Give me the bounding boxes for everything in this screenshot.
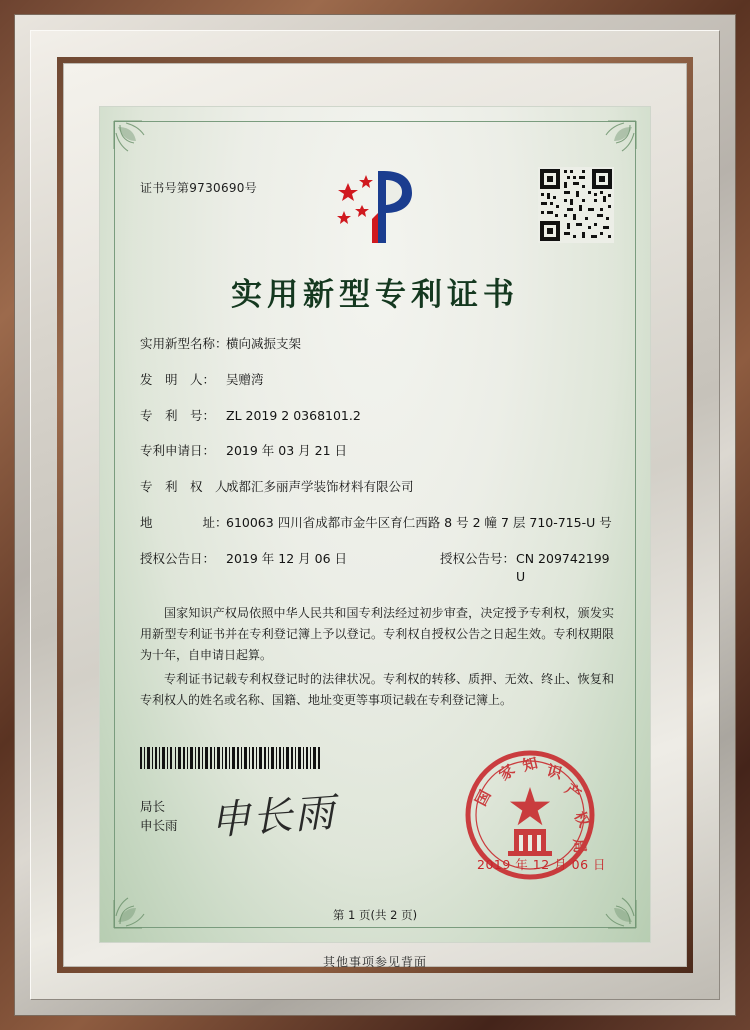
svg-text:产: 产 [561, 779, 585, 804]
field-patent-number [140, 407, 614, 426]
director-name-label: 申长雨 [140, 818, 178, 834]
corner-ornament-icon [592, 119, 638, 165]
page-title: 实用新型专利证书 [231, 277, 519, 313]
legal-paragraph: 国家知识产权局依照中华人民共和国专利法经过初步审查，决定授予专利权，颁发实用新型专利证书并在专利登记簿上予以登记。专利权自授权公告之日起生效。专利权期限为十年，自申请日起算。 [140, 606, 614, 662]
handwritten-signature: 申长雨 [208, 789, 338, 845]
field-address [140, 514, 614, 533]
field-value: 成都汇多丽声学装饰材料有限公司 [226, 479, 414, 494]
svg-text:识: 识 [545, 761, 564, 783]
corner-ornament-icon [112, 119, 158, 165]
seal-date: 2019 年 12 月 06 日 [477, 857, 606, 872]
field-inventor [140, 371, 614, 390]
field-label: 实用新型名称： [140, 336, 228, 351]
field-grant-date [140, 550, 440, 569]
field-value: 横向减振支架 [226, 336, 302, 351]
field-value: 610063 四川省成都市金牛区育仁西路 8 号 2 幢 7 层 710-715-U 号 [226, 514, 612, 530]
certificate-fields [140, 335, 614, 604]
svg-text:权: 权 [570, 808, 594, 831]
field-grant-announcement [140, 550, 614, 588]
field-value: ZL 2019 2 0368101.2 [226, 407, 361, 423]
svg-text:国: 国 [471, 787, 495, 809]
field-grant-number [440, 550, 614, 588]
field-value: 2019 年 03 月 21 日 [226, 443, 347, 459]
svg-text:家: 家 [495, 760, 519, 785]
field-label: 地 址： [140, 514, 228, 530]
patent-certificate [99, 106, 651, 943]
svg-text:局: 局 [570, 838, 590, 855]
field-value: CN 209742199 U [516, 550, 610, 585]
page-number: 第 1 页(共 2 页) [332, 908, 418, 922]
director-role-label: 局长 [140, 799, 166, 814]
signature-block [140, 797, 178, 836]
field-label: 专 利 号： [140, 407, 216, 423]
field-utility-model-name [140, 335, 614, 354]
field-label: 专利申请日： [140, 443, 216, 459]
cnipa-emblem-icon [332, 165, 428, 249]
field-value: 吴赠湾 [226, 371, 264, 387]
field-value: 2019 年 12 月 06 日 [226, 550, 347, 566]
qr-code-icon [538, 167, 614, 243]
barcode-icon [140, 747, 320, 769]
field-label: 专 利 权 人： [140, 479, 241, 494]
field-application-date [140, 442, 614, 461]
footnote-text: 其他事项参见背面 [322, 955, 427, 969]
legal-body-text [140, 603, 614, 714]
field-patentee [140, 478, 614, 497]
certificate-number: 证书号第9730690号 [140, 181, 258, 195]
legal-paragraph: 专利证书记载专利权登记时的法律状况。专利权的转移、质押、无效、终止、恢复和专利权人的姓名或名称、国籍、地址变更等事项记载在专利登记簿上。 [140, 672, 614, 707]
field-label: 授权公告日： [140, 550, 216, 566]
field-label: 授权公告号： [440, 550, 516, 566]
field-label: 发 明 人： [140, 371, 216, 387]
svg-text:知: 知 [520, 753, 540, 775]
